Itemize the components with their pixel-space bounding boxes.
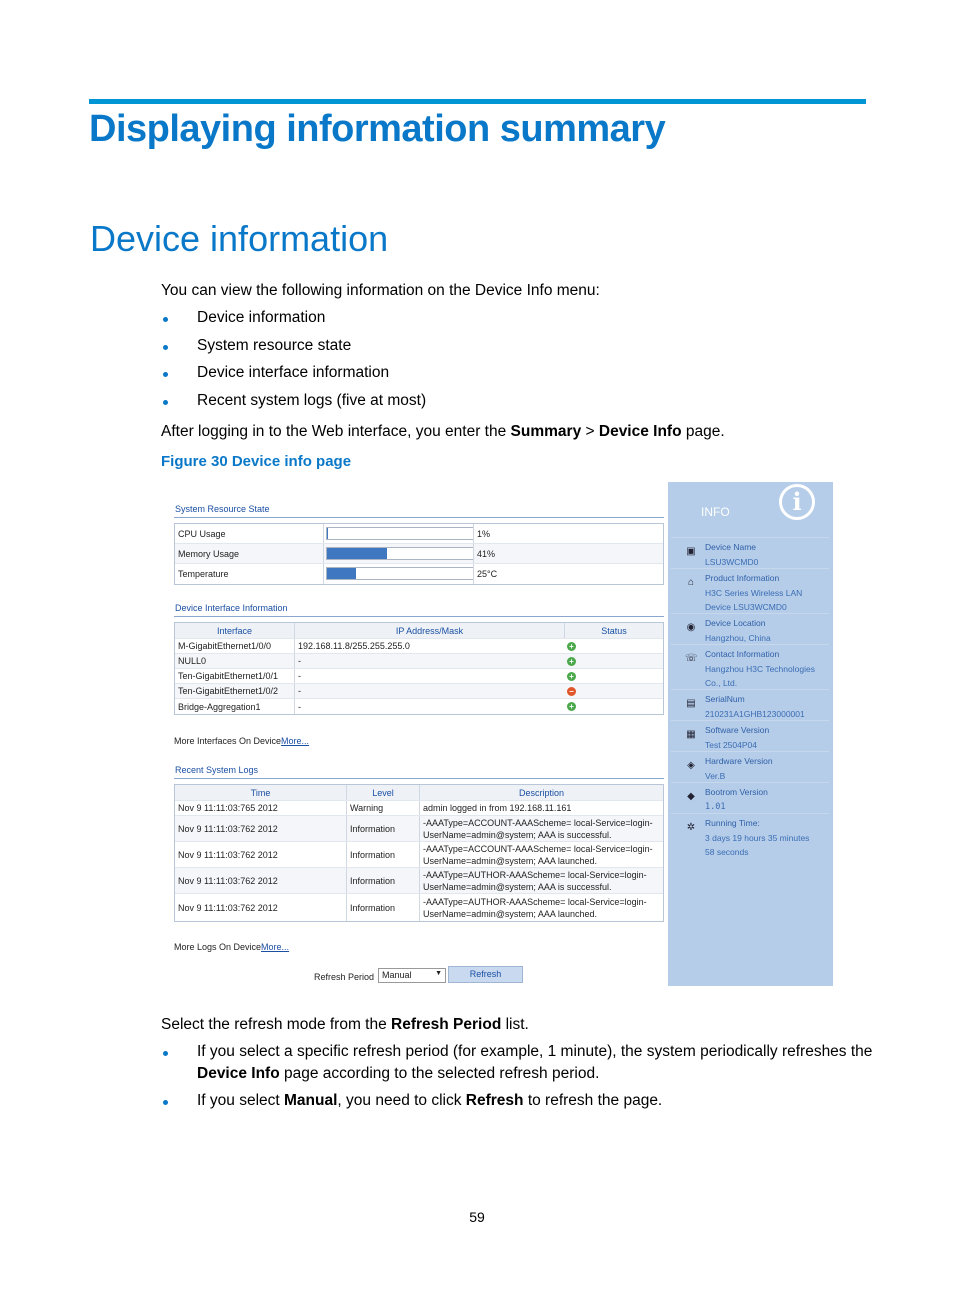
interface-table (174, 622, 664, 715)
memory-usage-fill (327, 548, 387, 559)
bullet-item-periodic-line1: If you select a specific refresh period (for example, 1 minute), the system periodically refreshes the (197, 1043, 873, 1060)
resource-bar-cell (323, 564, 473, 584)
log-level: Information (346, 816, 419, 841)
more-logs-label: More Logs On Device (174, 942, 262, 952)
info-item-label: Hardware Version (705, 756, 773, 766)
bullet-dot (163, 372, 168, 377)
resource-row (175, 564, 663, 584)
log-level: Information (346, 868, 419, 893)
info-item-bootrom (671, 782, 829, 813)
log-time: Nov 9 11:11:03:762 2012 (178, 849, 278, 860)
table-row (175, 684, 663, 699)
intro-text: You can view the following information on the Device Info menu: (161, 282, 600, 299)
info-item-text (705, 692, 805, 721)
column-header: Status (564, 623, 663, 638)
column-header: Description (419, 785, 663, 800)
log-time: Nov 9 11:11:03:765 2012 (178, 803, 278, 813)
bullet-dot (163, 1051, 168, 1056)
status-up-icon: + (567, 657, 576, 666)
cpu-usage-fill (327, 528, 328, 539)
bullet-item: System resource state (197, 337, 352, 354)
section-underline (174, 616, 664, 617)
more-logs-link[interactable]: More... (261, 942, 290, 952)
log-time: Nov 9 11:11:03:762 2012 (178, 823, 278, 834)
refresh-button[interactable]: Refresh (448, 966, 523, 983)
info-item-label: SerialNum (705, 694, 745, 704)
log-description-line: -AAAType=AUTHOR-AAAScheme= local-Service=login- (423, 869, 647, 880)
info-item-label: Bootrom Version (705, 787, 768, 797)
resource-label: CPU Usage (178, 528, 226, 539)
status-cell (564, 699, 604, 714)
bullet-item: Device interface information (197, 364, 390, 381)
title-rule (89, 99, 866, 104)
interface-ip: 192.168.11.8/255.255.255.0 (294, 639, 564, 653)
info-item-value: Device LSU3WCMD0 (705, 602, 787, 612)
log-time: Nov 9 11:11:03:762 2012 (178, 902, 278, 913)
info-item-text (705, 571, 802, 615)
status-up-icon: + (567, 672, 576, 681)
status-up-icon: + (567, 642, 576, 651)
more-interfaces-label: More Interfaces On Device (174, 736, 282, 746)
info-title: INFO (701, 505, 730, 519)
info-item-label: Device Location (705, 618, 766, 628)
after-login-text: After logging in to the Web interface, you enter the Summary > Device Info page. (161, 423, 725, 440)
refresh-period-label: Refresh Period (314, 972, 375, 982)
log-description (419, 842, 663, 867)
more-logs (174, 942, 289, 952)
interface-ip: - (294, 684, 564, 698)
log-description (419, 894, 663, 921)
more-interfaces-link[interactable]: More... (281, 736, 310, 746)
info-item-value: Hangzhou, China (705, 632, 771, 643)
hardware-icon: ◈ (687, 760, 695, 771)
bullet-item: Device information (197, 309, 326, 326)
info-item-label: Contact Information (705, 649, 780, 659)
bullet-dot (163, 400, 168, 405)
info-item-location (671, 613, 829, 644)
contact-icon: ☏ (685, 653, 698, 664)
interface-name: M-GigabitEthernet1/0/0 (178, 641, 272, 651)
section-title: Device information (90, 218, 389, 259)
table-row (175, 816, 663, 842)
bullet-item-periodic-line2: Device Info page according to the selected refresh period. (197, 1065, 600, 1082)
info-item-text (705, 785, 768, 814)
log-description-line: UserName=admin@system; AAA is successful. (423, 881, 612, 892)
resource-value: 41% (473, 544, 663, 563)
info-item-text (705, 616, 771, 645)
section-underline (174, 778, 664, 779)
bullet-dot (163, 317, 168, 322)
bullet-dot (163, 1100, 168, 1105)
figure-caption: Figure 30 Device info page (161, 453, 352, 470)
chapter-title: Displaying information summary (89, 108, 666, 150)
resource-row (175, 524, 663, 544)
info-item-hardware (671, 751, 829, 782)
info-item-software (671, 720, 829, 751)
log-level: Warning (346, 801, 419, 815)
info-icon: i (779, 484, 815, 520)
resource-section-title: System Resource State (175, 504, 270, 514)
interface-name: Ten-GigabitEthernet1/0/2 (178, 686, 279, 696)
resource-value: 1% (473, 524, 663, 543)
table-row (175, 654, 663, 669)
serial-icon: ▤ (686, 698, 696, 709)
temperature-fill (327, 568, 356, 579)
location-icon: ◉ (686, 622, 696, 633)
log-description (419, 868, 663, 893)
logs-table (174, 784, 664, 922)
status-cell (564, 684, 604, 698)
status-cell (564, 654, 604, 668)
log-description-line: UserName=admin@system; AAA launched. (423, 855, 597, 866)
log-description-line: UserName=admin@system; AAA launched. (423, 908, 597, 919)
info-item-label: Product Information (705, 573, 780, 583)
info-item-contact (671, 644, 829, 689)
resource-table (174, 523, 664, 585)
memory-usage-bar (326, 547, 473, 560)
more-interfaces (174, 736, 309, 746)
table-row (175, 801, 663, 816)
interface-name: NULL0 (178, 656, 207, 666)
log-description: admin logged in from 192.168.11.161 (419, 801, 663, 815)
logs-header-row (175, 785, 663, 801)
status-cell (564, 639, 604, 653)
info-item-product (671, 568, 829, 613)
logs-section-title: Recent System Logs (175, 765, 259, 775)
dropdown-arrow-icon: ▼ (435, 970, 442, 977)
info-item-device-name (671, 537, 829, 568)
resource-value: 25°C (473, 564, 663, 584)
cpu-usage-bar (326, 527, 473, 540)
resource-label: Memory Usage (178, 548, 240, 559)
info-item-running-time (671, 813, 829, 858)
table-row (175, 639, 663, 654)
interface-section-title: Device Interface Information (175, 603, 288, 613)
bootrom-icon: ◆ (687, 791, 695, 802)
info-item-value: Co., Ltd. (705, 678, 738, 688)
status-down-icon: − (567, 687, 576, 696)
column-header: Level (346, 785, 419, 800)
bullet-item-manual: If you select Manual, you need to click Refresh to refresh the page. (197, 1092, 663, 1109)
log-time: Nov 9 11:11:03:762 2012 (178, 875, 278, 886)
info-item-value: Hangzhou H3C Technologies (705, 663, 815, 674)
info-item-value: Test 2504P04 (705, 739, 757, 750)
page-number: 59 (469, 1209, 485, 1225)
info-item-value: LSU3WCMD0 (705, 556, 759, 567)
column-header: Interface (175, 623, 294, 638)
info-item-text (705, 754, 773, 783)
log-description-line: -AAAType=AUTHOR-AAAScheme= local-Service=login- (423, 896, 647, 907)
log-level: Information (346, 842, 419, 867)
log-description (419, 816, 663, 841)
info-item-text (705, 816, 809, 860)
resource-bar-cell (323, 524, 473, 543)
info-item-text (705, 647, 815, 691)
info-item-text (705, 540, 758, 569)
resource-label: Temperature (178, 569, 229, 579)
info-item-value: H3C Series Wireless LAN (705, 587, 803, 598)
resource-row (175, 544, 663, 564)
info-item-value: 3 days 19 hours 35 minutes (705, 832, 810, 843)
bullet-item: Recent system logs (five at most) (197, 392, 427, 409)
table-row (175, 868, 663, 894)
info-item-value: 210231A1GHB123000001 (705, 708, 805, 719)
interface-name: Ten-GigabitEthernet1/0/1 (178, 671, 279, 681)
product-info-icon: ⌂ (687, 577, 695, 588)
info-item-label: Device Name (705, 542, 757, 552)
bullet-dot (163, 345, 168, 350)
resource-bar-cell (323, 544, 473, 563)
column-header: Time (175, 785, 346, 800)
refresh-period-select[interactable] (378, 968, 446, 983)
info-item-text (705, 723, 769, 752)
info-item-label: Running Time: (705, 818, 760, 828)
status-up-icon: + (567, 702, 576, 711)
interface-ip: - (294, 699, 564, 714)
table-row (175, 699, 663, 714)
device-name-icon: ▣ (686, 546, 696, 557)
log-description-line: -AAAType=ACCOUNT-AAAScheme= local-Service=login- (423, 817, 653, 828)
interface-ip: - (294, 654, 564, 668)
info-item-label: Software Version (705, 725, 770, 735)
log-level: Information (346, 894, 419, 921)
table-row (175, 842, 663, 868)
info-item-value: 1.01 (705, 801, 726, 812)
column-header: IP Address/Mask (294, 623, 564, 638)
runtime-icon: ✲ (686, 822, 696, 833)
info-item-value: 58 seconds (705, 847, 749, 857)
interface-header-row (175, 623, 663, 639)
info-sidebar (668, 482, 833, 986)
interface-ip: - (294, 669, 564, 683)
section-underline (174, 517, 664, 518)
interface-name: Bridge-Aggregation1 (178, 701, 261, 712)
select-text: Select the refresh mode from the Refresh Period list. (161, 1016, 529, 1033)
info-item-serial (671, 689, 829, 720)
status-cell (564, 669, 604, 683)
log-description-line: UserName=admin@system; AAA is successful. (423, 829, 612, 840)
log-description-line: -AAAType=ACCOUNT-AAAScheme= local-Service=login- (423, 843, 653, 854)
table-row (175, 894, 663, 921)
temperature-bar (326, 567, 473, 580)
table-row (175, 669, 663, 684)
refresh-period-value: Manual (382, 970, 412, 980)
software-icon: ▦ (686, 729, 696, 740)
info-item-value: Ver.B (705, 770, 726, 781)
